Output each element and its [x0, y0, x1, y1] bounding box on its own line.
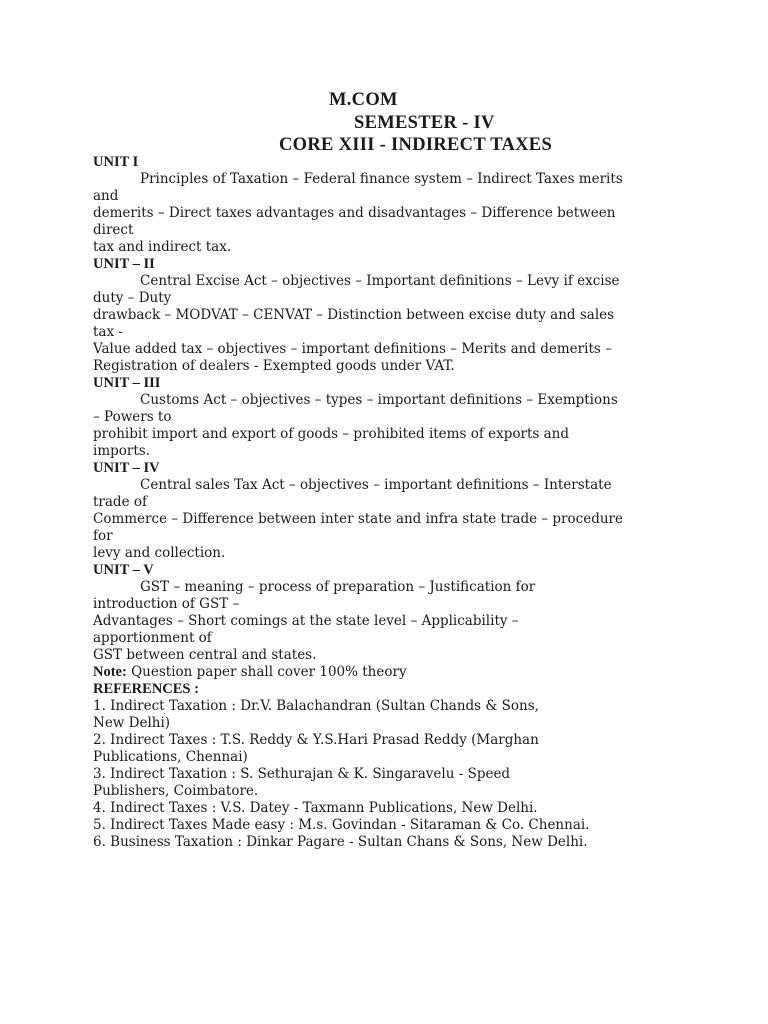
syllabus-body	[93, 154, 693, 851]
unit-text-line: GST between central and states.	[93, 647, 317, 663]
note-label: Note:	[93, 664, 127, 680]
unit-text-line: demerits – Direct taxes advantages and disadvantages – Difference between	[93, 205, 616, 221]
unit-text-line: imports.	[93, 443, 150, 459]
unit-text-line: GST – meaning – process of preparation – Justification for	[140, 579, 536, 595]
references-heading: REFERENCES :	[93, 681, 199, 697]
unit-heading: UNIT – V	[93, 562, 154, 578]
unit-text-line: Central Excise Act – objectives – Important definitions – Levy if excise	[140, 273, 620, 289]
note-text: Question paper shall cover 100% theory	[126, 664, 407, 680]
reference-line: Publishers, Coimbatore.	[93, 783, 259, 799]
unit-text-line: Customs Act – objectives – types – important definitions – Exemptions	[140, 392, 618, 408]
unit-text-line: Central sales Tax Act – objectives – important definitions – Interstate	[140, 477, 612, 493]
reference-line: Publications, Chennai)	[93, 749, 248, 765]
unit-text-line: drawback – MODVAT – CENVAT – Distinction between excise duty and sales	[93, 307, 615, 323]
unit-text-line: levy and collection.	[93, 545, 226, 561]
unit-heading: UNIT – II	[93, 256, 155, 272]
reference-line: 6. Business Taxation : Dinkar Pagare - Sultan Chans & Sons, New Delhi.	[93, 834, 588, 850]
reference-line: New Delhi)	[93, 715, 171, 731]
unit-text-line: prohibit import and export of goods – prohibited items of exports and	[93, 426, 569, 442]
paper-title: CORE XIII - INDIRECT TAXES	[279, 135, 553, 155]
unit-text-line: Advantages – Short comings at the state level – Applicability –	[93, 613, 519, 629]
unit-text-line: tax -	[93, 324, 123, 340]
unit-text-line: trade of	[93, 494, 147, 510]
reference-line: 2. Indirect Taxes : T.S. Reddy & Y.S.Hari Prasad Reddy (Marghan	[93, 732, 539, 748]
reference-line: 5. Indirect Taxes Made easy : M.s. Govindan - Sitaraman & Co. Chennai.	[93, 817, 590, 833]
unit-text-line: apportionment of	[93, 630, 212, 646]
unit-text-line: Registration of dealers - Exempted goods under VAT.	[93, 358, 455, 374]
unit-text-line: Commerce – Difference between inter state and infra state trade – procedure	[93, 511, 623, 527]
reference-line: 4. Indirect Taxes : V.S. Datey - Taxmann Publications, New Delhi.	[93, 800, 538, 816]
reference-line: 3. Indirect Taxation : S. Sethurajan & K. Singaravelu - Speed	[93, 766, 511, 782]
unit-text-line: introduction of GST –	[93, 596, 240, 612]
unit-heading: UNIT – III	[93, 375, 161, 391]
unit-text-line: tax and indirect tax.	[93, 239, 232, 255]
unit-heading: UNIT – IV	[93, 460, 160, 476]
reference-line: 1. Indirect Taxation : Dr.V. Balachandran (Sultan Chands & Sons,	[93, 698, 539, 714]
unit-text-line: Value added tax – objectives – important definitions – Merits and demerits –	[93, 341, 612, 357]
unit-text-line: for	[93, 528, 113, 544]
semester-title: SEMESTER - IV	[354, 113, 495, 133]
unit-text-line: and	[93, 188, 119, 204]
note-line	[93, 664, 693, 681]
unit-text-line: direct	[93, 222, 134, 238]
unit-text-line: Principles of Taxation – Federal finance system – Indirect Taxes merits	[140, 171, 623, 187]
course-title: M.COM	[329, 90, 398, 110]
unit-text-line: – Powers to	[93, 409, 172, 425]
unit-heading: UNIT I	[93, 154, 139, 170]
unit-text-line: duty – Duty	[93, 290, 172, 306]
